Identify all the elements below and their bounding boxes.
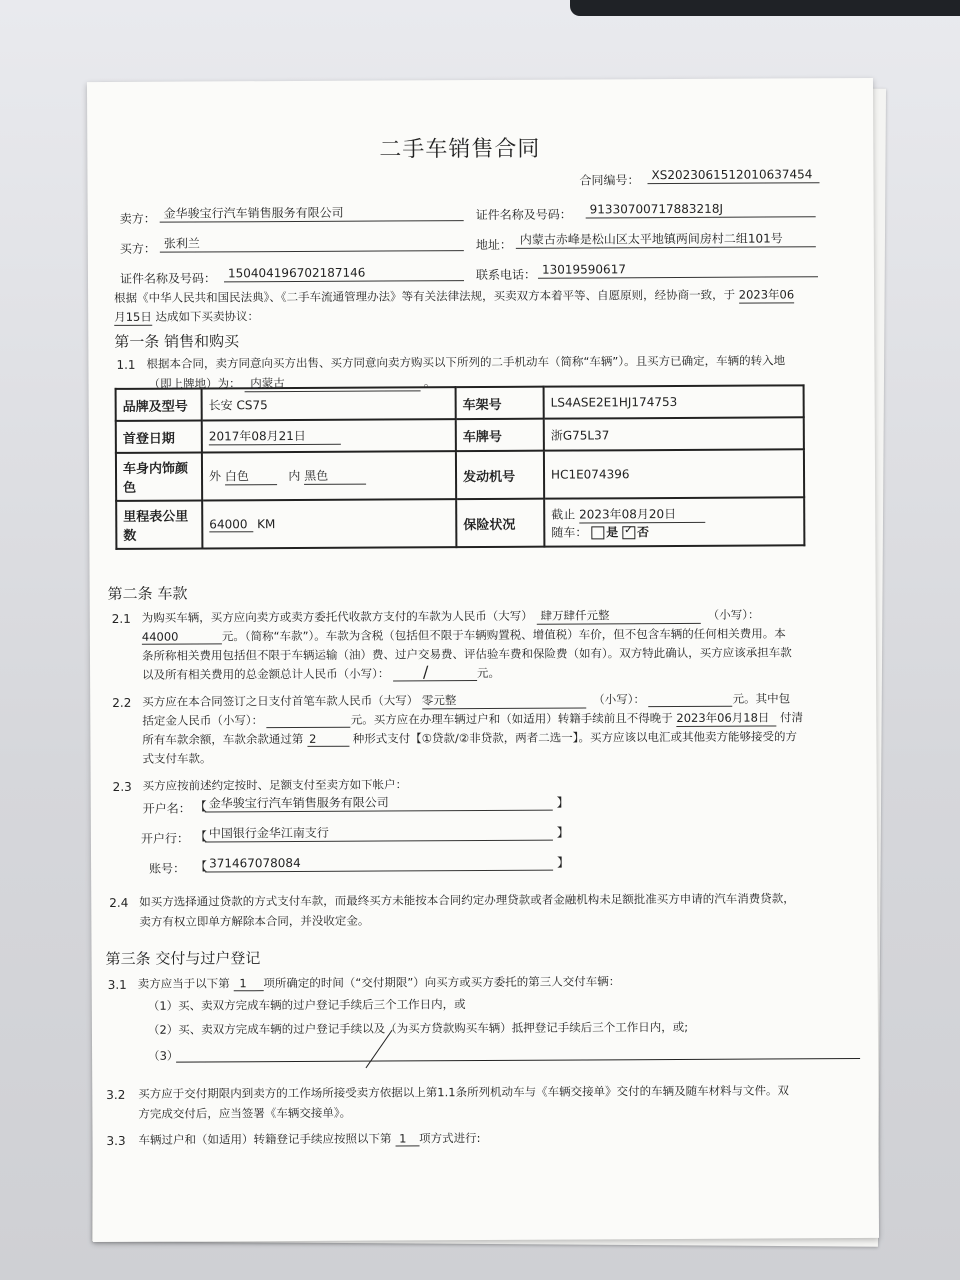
contract-no-label: 合同编号： <box>579 173 640 188</box>
yes-label: 是 <box>606 524 619 539</box>
account-name-lb: 【 <box>194 799 207 814</box>
account-bank: 中国银行金华江南支行 <box>205 824 553 843</box>
buyer-addr-value: 内蒙古赤峰是松山区太平地镇两间房村二组101号 <box>516 230 816 249</box>
plate-label: 车牌号 <box>456 419 544 451</box>
transfer-option: 1 <box>395 1131 419 1146</box>
clause-3-1-b: 项所确定的时间（“交付期限”）向买方或买方委托的第三人交付车辆： <box>263 974 621 991</box>
delivery-option-2: （2）买、卖双方完成车辆的过户登记手续以及（为买方贷款购买车辆）抵押登记手续后三个工作日内，或; <box>147 1019 689 1037</box>
clause-3-2-b: 方完成交付后，应当签署《车辆交接单》。 <box>138 1105 352 1121</box>
delivery-option-1: （1）买、卖双方完成车辆的过户登记手续后三个工作日内，或 <box>147 997 466 1013</box>
outer-color: 白色 <box>225 467 277 485</box>
buyer-cert-label: 证件名称及号码： <box>119 271 217 286</box>
clause-2-2-h: 式支付车款。 <box>142 751 212 766</box>
clause-2-1-line1 <box>142 607 760 627</box>
article-3-heading: 第三条 交付与过户登记 <box>105 949 261 968</box>
payment-way: 2 <box>307 732 349 747</box>
clause-2-2-f: 所有车款余额，车款余款通过第 <box>142 731 304 747</box>
article-1-heading: 第一条 销售和购买 <box>114 332 240 351</box>
option-3-blank <box>176 1058 860 1063</box>
clause-2-2-num: 2.2 <box>112 695 132 710</box>
insurance-label: 保险状况 <box>456 499 544 547</box>
mileage-label: 里程表公里数 <box>116 500 202 548</box>
color-label: 车身内饰颜色 <box>116 452 202 500</box>
clause-2-3-num: 2.3 <box>112 779 132 794</box>
buyer-label: 买方： <box>119 241 156 256</box>
account-no-lb: 【 <box>195 859 208 874</box>
preamble-main: 根据《中华人民共和国民法典》、《二手车流通管理办法》等有关法律法规，买卖双方本着平等、自愿原则，经协商一致，于 <box>114 287 736 305</box>
deposit-amount <box>267 713 351 728</box>
table-row <box>116 449 804 501</box>
clause-1-1-prefix: （即上牌地）为： <box>148 376 241 391</box>
seller-cert-label: 证件名称及号码： <box>475 207 572 223</box>
page-title: 二手车销售合同 <box>379 136 541 163</box>
clause-2-2-a: 买方应在本合同签订之日支付首笔车款人民币（大写） <box>142 693 419 709</box>
insurance-until-label: 截止 <box>551 507 576 522</box>
reg-date-label: 首登日期 <box>116 420 202 452</box>
clause-3-3-line <box>138 1130 480 1148</box>
buyer-phone-value: 13019590617 <box>538 260 818 278</box>
clause-2-2-line3 <box>142 728 797 747</box>
inner-color: 黑色 <box>304 467 366 485</box>
account-bank-rb: 】 <box>556 825 569 840</box>
first-payment-small-label: （小写）： <box>593 692 645 707</box>
price-upper: 肆万肆仟元整 <box>536 607 700 625</box>
price-amount: 44000 <box>142 629 222 644</box>
article-2-heading: 第二条 车款 <box>107 584 188 603</box>
outer-label: 外 <box>208 469 222 484</box>
clause-2-4-num: 2.4 <box>109 895 129 910</box>
clause-2-2-g: 种形式支付【①贷款/②非贷款，两者二选一】。买方应该以电汇或其他卖方能够接受的方 <box>352 729 798 746</box>
account-name-rb: 】 <box>556 795 569 810</box>
clause-2-1-line4 <box>142 662 501 683</box>
first-payment-amount <box>649 692 733 707</box>
destination-place: 内蒙古 <box>244 374 420 392</box>
payoff-date: 2023年06月18日 <box>676 709 776 727</box>
preamble-date2: 月15日 <box>114 309 152 324</box>
clause-1-1-num: 1.1 <box>116 357 136 372</box>
delivery-option-3: （3） <box>148 1048 179 1063</box>
clause-2-2-d: 元。买方应在办理车辆过户和（如适用）转籍手续前且不得晚于 <box>350 711 673 727</box>
buyer-cert-value: 150404196702187146 <box>224 264 464 282</box>
clause-1-1-end: 。 <box>423 375 436 390</box>
clause-3-2-a: 买方应于交付期限内到卖方的工作场所接受卖方依据以上第1.1条所列机动车与《车辆交接单》交付的车辆及随车材料与文件。双 <box>138 1083 790 1101</box>
no-label: 否 <box>636 524 650 539</box>
insurance-until-value: 2023年08月20日 <box>579 504 705 523</box>
mileage-cell <box>202 499 456 548</box>
clause-3-1-a: 卖方应当于以下第 <box>137 976 230 991</box>
preamble-line2 <box>114 308 259 326</box>
contract-page <box>87 78 879 1242</box>
account-bank-lb: 【 <box>194 829 207 844</box>
account-name: 金华骏宝行汽车销售服务有限公司 <box>205 794 553 813</box>
clause-3-3-a: 车辆过户和（如适用）转籍登记手续应按照以下第 <box>138 1131 392 1147</box>
account-name-label: 开户名： <box>142 801 191 816</box>
clause-2-2-c: 括定金人民币（小写）： <box>142 713 264 728</box>
clause-3-3-b: 项方式进行: <box>419 1131 481 1146</box>
first-payment-upper: 零元整 <box>422 691 586 709</box>
preamble-date1: 2023年06 <box>738 287 795 302</box>
brand-label: 品牌及型号 <box>116 388 202 420</box>
clause-3-3-num: 3.3 <box>106 1133 126 1148</box>
engine-label: 发动机号 <box>456 451 544 499</box>
clause-3-2-num: 3.2 <box>106 1087 126 1102</box>
brand-value: 长安 CS75 <box>202 387 456 420</box>
price-small-label: （小写）： <box>707 607 760 622</box>
clause-2-4-b: 卖方有权立即单方解除本合同，并没收定金。 <box>139 913 370 929</box>
yes-checkbox[interactable] <box>591 526 604 539</box>
clause-2-3-a: 买方应按前述约定按时、足额支付至卖方如下帐户： <box>142 777 408 793</box>
mileage-value: 64000 <box>209 517 253 532</box>
table-row <box>116 385 804 421</box>
buyer-phone-label: 联系电话： <box>475 267 537 283</box>
reg-date-cell <box>202 419 456 452</box>
preamble-tail: 达成如下买卖协议： <box>155 309 260 324</box>
engine-value: HC1E074396 <box>544 449 804 498</box>
table-row <box>116 497 804 549</box>
vin-label: 车架号 <box>456 387 544 419</box>
buyer-value: 张利兰 <box>160 234 464 253</box>
clause-2-1-c: 条所称相关费用包括但不限于车辆运输（油）费、过户交易费、评估验车费和保险费（如有）。双方特此确认，买方应该承担车款 <box>141 645 792 663</box>
clause-2-2-line1 <box>142 690 790 710</box>
no-checkbox[interactable] <box>622 526 635 539</box>
delivery-option: 1 <box>233 976 263 991</box>
color-cell <box>202 451 456 500</box>
clause-3-1-line <box>138 973 621 992</box>
table-row <box>116 417 804 453</box>
seller-value: 金华骏宝行汽车销售服务有限公司 <box>160 204 464 223</box>
account-no-label: 账号： <box>149 861 186 876</box>
insurance-until-row <box>551 504 797 523</box>
clause-2-1-num: 2.1 <box>111 611 131 626</box>
insurance-with-label: 随车： <box>551 524 588 540</box>
account-bank-label: 开户行： <box>140 831 189 846</box>
buyer-addr-label: 地址： <box>475 237 512 253</box>
clause-3-1-num: 3.1 <box>107 977 127 992</box>
preamble-text <box>114 286 794 307</box>
seller-cert-value: 91330700717883218J <box>586 200 816 218</box>
mileage-unit: KM <box>257 516 276 531</box>
vehicle-table <box>115 384 806 550</box>
plate-value: 浙G75L37 <box>544 417 804 450</box>
reg-date-value: 2017年08月21日 <box>209 427 341 446</box>
insurance-cell <box>544 497 804 546</box>
clause-2-1-e: 元。 <box>476 665 501 681</box>
account-no-rb: 】 <box>557 855 570 870</box>
clause-2-1-b: 元。（简称“车款”）。车款为含税（包括但不限于车辆购置税、增值税）车价，但不包含车辆的任何相关费用。本 <box>221 626 786 644</box>
clause-2-1-line2 <box>142 625 786 644</box>
clause-1-1-text: 根据本合同，卖方同意向买方出售、买方同意向卖方购买以下所列的二手机动车（简称“车辆”）。且买方已确定，车辆的转入地 <box>146 353 786 371</box>
contract-no-value: XS2023061512010637454 <box>647 166 819 184</box>
clause-2-2-b: 元。其中包 <box>732 691 791 706</box>
clause-2-2-e: 付清 <box>779 710 804 725</box>
clause-2-4-a: 如买方选择通过贷款的方式支付车款，而最终买方未能按本合同约定办理贷款或者金融机构未足额批准买方申请的汽车消费贷款， <box>139 891 795 909</box>
insurance-with-row <box>551 522 797 540</box>
clause-2-1-a: 为购买车辆，买方应向卖方或卖方委托代收款方支付的车款为人民币（大写） <box>141 608 533 625</box>
clause-2-1-d: 以及所有相关费用的总金额总计人民币（小写）： <box>142 666 390 682</box>
account-no: 371467078084 <box>205 854 553 873</box>
seller-label: 卖方： <box>119 211 156 226</box>
inner-label: 内 <box>288 468 301 484</box>
device-edge <box>570 0 960 16</box>
clause-2-2-line2 <box>142 709 803 729</box>
total-amount-blank: / <box>393 666 477 681</box>
vin-value: LS4ASE2E1HJ174753 <box>544 385 804 418</box>
